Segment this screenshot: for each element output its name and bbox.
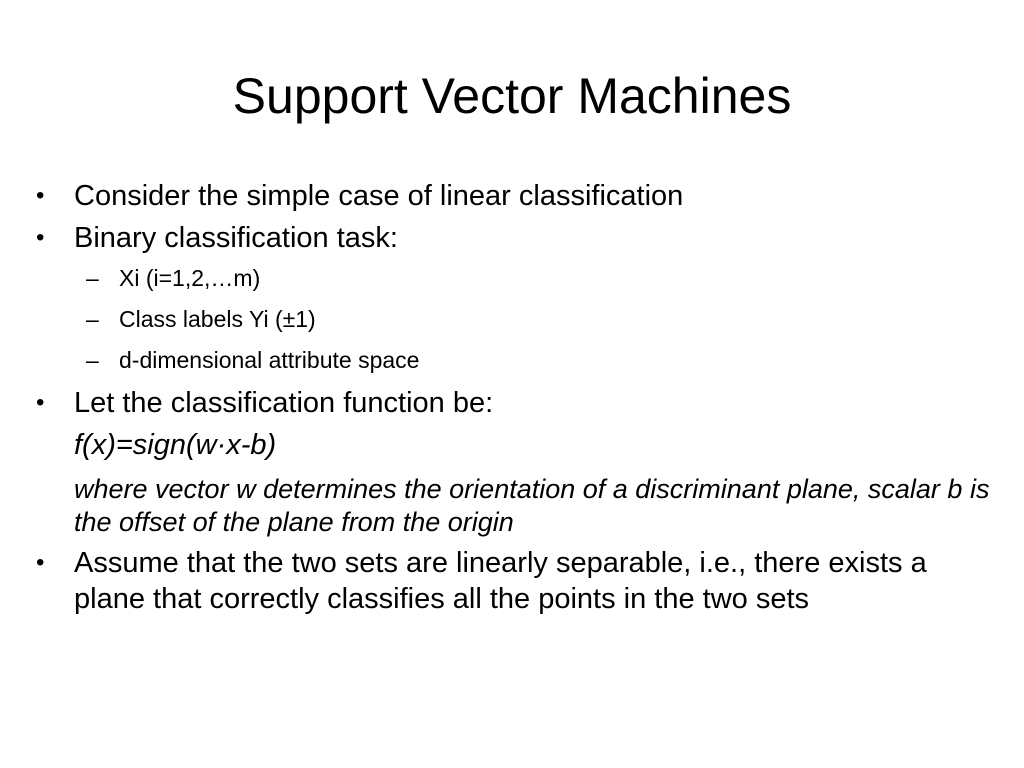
bullet-text: Binary classification task: (74, 222, 398, 254)
bullet-text: Assume that the two sets are linearly separable, i.e., there exists a plane that correctly classifies all the points in the two sets (74, 547, 927, 615)
bullet-item (30, 545, 990, 617)
slide-body (30, 178, 990, 623)
bullet-item (30, 385, 990, 421)
sub-bullet-text: d-dimensional attribute space (119, 347, 420, 373)
bullet-icon: • (36, 389, 45, 416)
dash-icon: – (86, 265, 99, 291)
classification-formula: f(x)=sign(w·x-b) (74, 429, 277, 461)
sub-bullet-text: Xi (i=1,2,…m) (119, 265, 261, 291)
bullet-icon: • (36, 182, 45, 209)
bullet-icon: • (36, 224, 45, 251)
sub-bullet-text: Class labels Yi (±1) (119, 306, 316, 332)
bullet-text: Let the classification function be: (74, 387, 494, 419)
sub-bullet-item (30, 303, 990, 335)
bullet-item (30, 220, 990, 256)
bullet-icon: • (36, 549, 45, 576)
dash-icon: – (86, 306, 99, 332)
slide-title: Support Vector Machines (232, 68, 792, 124)
sub-bullet-item (30, 262, 990, 294)
formula-explanation: where vector w determines the orientation of a discriminant plane, scalar b is the offset of the plane from the origin (74, 474, 990, 537)
dash-icon: – (86, 347, 99, 373)
sub-bullet-item (30, 344, 990, 376)
bullet-text: Consider the simple case of linear classification (74, 180, 684, 212)
bullet-item (30, 178, 990, 214)
